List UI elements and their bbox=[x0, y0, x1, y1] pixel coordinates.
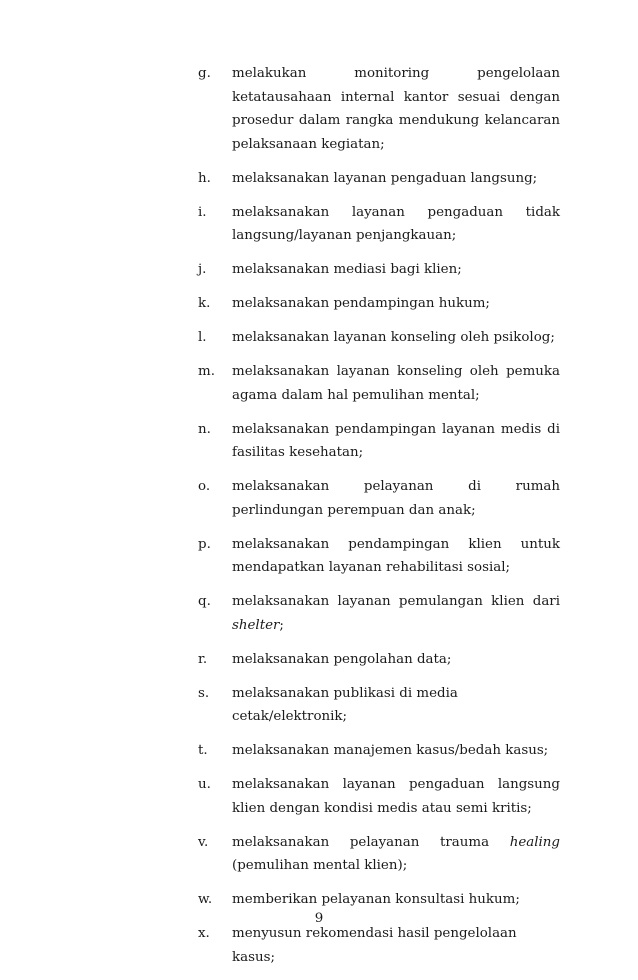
list-marker: k. bbox=[198, 296, 211, 311]
page-number: 9 bbox=[314, 911, 324, 926]
list-item bbox=[198, 739, 560, 763]
list-item-emphasis: shelter bbox=[232, 617, 280, 633]
list-item-text-part: ; bbox=[279, 617, 284, 633]
list-item-text: melaksanakan layanan konseling oleh psikolog; bbox=[232, 330, 555, 345]
list-item bbox=[198, 888, 560, 912]
list-item bbox=[198, 360, 560, 407]
list-marker: i. bbox=[198, 204, 207, 220]
list-marker: n. bbox=[198, 421, 211, 437]
list-item bbox=[198, 922, 560, 969]
list-marker: j. bbox=[198, 262, 207, 277]
list-marker: p. bbox=[198, 536, 211, 552]
list-marker: g. bbox=[198, 66, 211, 81]
list-item bbox=[198, 682, 560, 729]
list-item bbox=[198, 418, 560, 465]
list-item-text: melaksanakan layanan konseling oleh pemuka agama dalam hal pemulihan mental; bbox=[232, 364, 560, 403]
list-item-text: melaksanakan layanan pengaduan tidak langsung/layanan penjangkauan; bbox=[232, 204, 560, 243]
list-item-text: menyusun rekomendasi hasil pengelolaan kasus; bbox=[232, 926, 517, 965]
list-marker: o. bbox=[198, 479, 211, 494]
list-item-text bbox=[232, 831, 560, 878]
list-marker: q. bbox=[198, 594, 211, 609]
list-item-text: melaksanakan pengolahan data; bbox=[232, 651, 452, 667]
list-item bbox=[198, 831, 560, 878]
list-item-text: melaksanakan publikasi di media cetak/elektronik; bbox=[232, 685, 458, 724]
list-item-text: melaksanakan pendampingan hukum; bbox=[232, 296, 490, 311]
list-item bbox=[198, 326, 560, 350]
list-marker: x. bbox=[198, 926, 210, 941]
list-marker: v. bbox=[198, 834, 209, 850]
list-marker: m. bbox=[198, 364, 215, 379]
list-item bbox=[198, 773, 560, 820]
list-item-text: melaksanakan layanan pengaduan langsung klien dengan kondisi medis atau semi kritis; bbox=[232, 777, 560, 816]
list-marker: u. bbox=[198, 777, 211, 792]
list-marker: w. bbox=[198, 892, 213, 907]
list-item-text: melaksanakan pendampingan layanan medis di fasilitas kesehatan; bbox=[232, 421, 560, 460]
list-item bbox=[198, 167, 560, 191]
task-list bbox=[198, 62, 560, 980]
list-marker: t. bbox=[198, 743, 208, 758]
list-item-text: memberikan pelayanan konsultasi hukum; bbox=[232, 892, 520, 907]
list-item-text-part: melaksanakan layanan pemulangan klien dari bbox=[232, 594, 560, 609]
list-item bbox=[198, 533, 560, 580]
list-item-emphasis: healing bbox=[509, 834, 560, 850]
list-item bbox=[198, 590, 560, 637]
list-item-text: melaksanakan manajemen kasus/bedah kasus; bbox=[232, 743, 549, 758]
list-item-text-part: (pemulihan mental klien); bbox=[232, 858, 408, 873]
list-item-text: melakukan monitoring pengelolaan ketatausahaan internal kantor sesuai dengan prosedur dalam rangka mendukung kelancaran pelaksanaan kegiatan; bbox=[232, 66, 560, 152]
list-marker: l. bbox=[198, 330, 207, 345]
list-item bbox=[198, 292, 560, 316]
list-item bbox=[198, 648, 560, 672]
list-item-text: melaksanakan mediasi bagi klien; bbox=[232, 262, 462, 277]
list-item bbox=[198, 201, 560, 248]
list-item bbox=[198, 475, 560, 522]
list-item-text-part: melaksanakan pelayanan trauma bbox=[232, 834, 510, 850]
list-item bbox=[198, 62, 560, 156]
list-marker: h. bbox=[198, 170, 211, 186]
list-item-text bbox=[232, 590, 560, 637]
list-item-text: melaksanakan layanan pengaduan langsung; bbox=[232, 170, 538, 186]
list-item-text: melaksanakan pelayanan di rumah perlindungan perempuan dan anak; bbox=[232, 479, 560, 518]
list-item-text: melaksanakan pendampingan klien untuk mendapatkan layanan rehabilitasi sosial; bbox=[232, 536, 560, 575]
list-marker: r. bbox=[198, 651, 208, 667]
list-item bbox=[198, 258, 560, 282]
list-marker: s. bbox=[198, 685, 210, 701]
